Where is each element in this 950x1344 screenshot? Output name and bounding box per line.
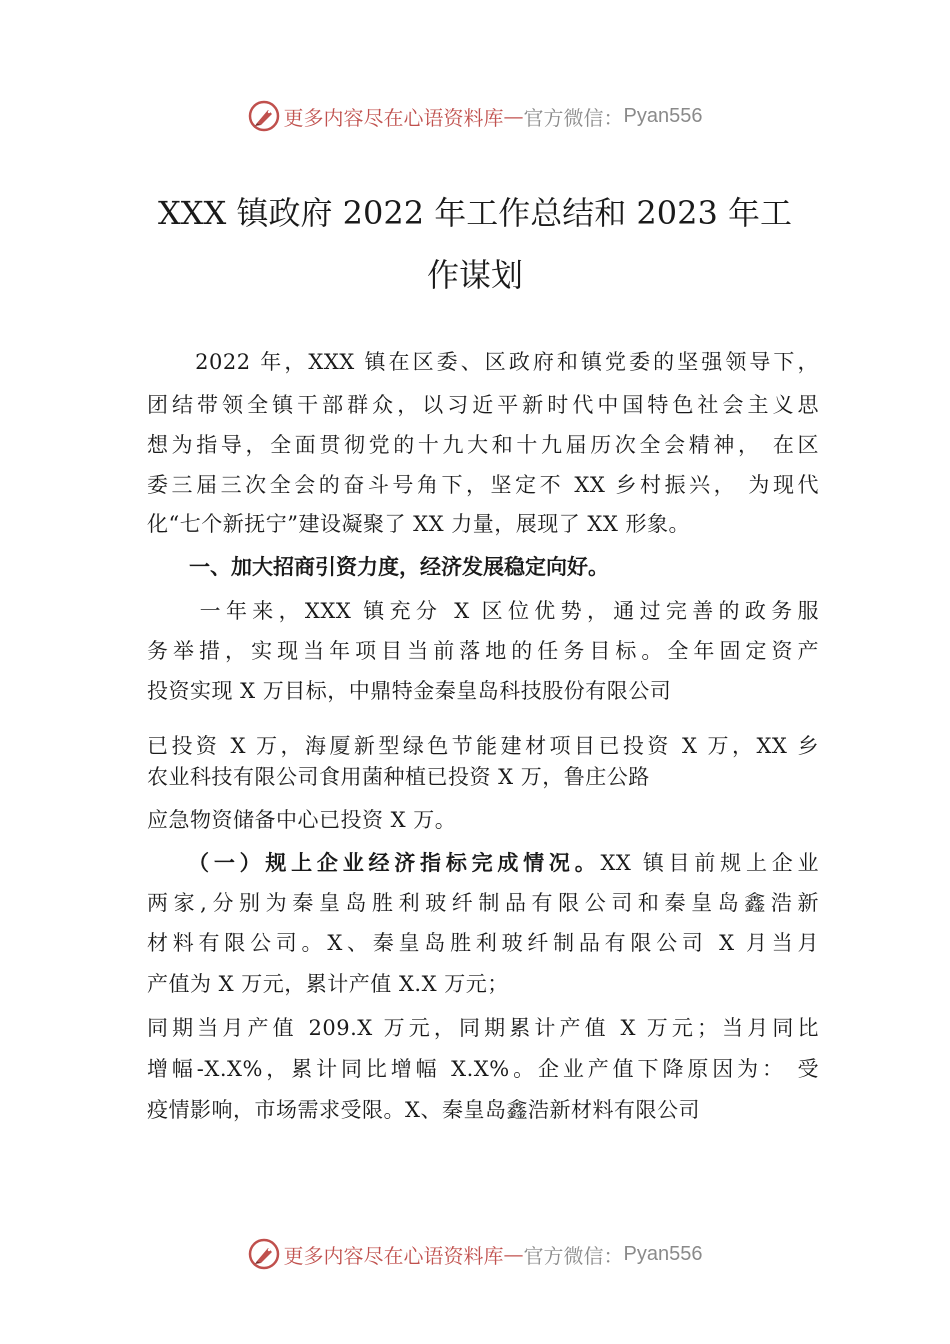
- banner-wechat-id: Pyan556: [623, 104, 703, 127]
- paragraph-3-line-2: 农业科技有限公司食用菌种植已投资 X 万，鲁庄公路: [147, 765, 650, 789]
- paragraph-3-line-3: 应急物资储备中心已投资 X 万。: [147, 808, 457, 832]
- banner-wechat-id: Pyan556: [623, 1242, 703, 1265]
- banner-main-text: 更多内容尽在心语资料库: [283, 1243, 504, 1268]
- paragraph-1-line-2: 团结带领全镇干部群众，以习近平新时代中国特色社会主义思: [147, 393, 819, 417]
- banner-separator: —: [503, 1242, 524, 1266]
- paragraph-2-line-3: 投资实现 X 万目标，中鼎特金秦皇岛科技股份有限公司: [147, 679, 672, 703]
- subsection-1-heading: （一）规上企业经济指标完成情况。: [147, 851, 601, 875]
- pen-nib-logo-icon: [248, 100, 280, 132]
- paragraph-4-line-2: 材料有限公司。X、秦皇岛胜利玻纤制品有限公司 X 月当月: [147, 931, 819, 955]
- banner-main-text: 更多内容尽在心语资料库: [283, 105, 504, 130]
- paragraph-3-line-1: 已投资 X 万，海厦新型绿色节能建材项目已投资 X 万，XX 乡: [147, 734, 819, 758]
- pen-nib-logo-icon: [248, 1238, 280, 1270]
- section-heading-1: 一、加大招商引资力度，经济发展稳定向好。: [147, 555, 609, 579]
- paragraph-1-line-1: 2022 年，XXX 镇在区委、区政府和镇党委的坚强领导下，: [147, 350, 819, 374]
- document-title-line-2: 作谋划: [426, 256, 523, 294]
- paragraph-4-line-1: 两家,分别为秦皇岛胜利玻纤制品有限公司和秦皇岛鑫浩新: [147, 891, 819, 915]
- banner-wechat-label: 官方微信：: [523, 1243, 624, 1268]
- header-banner: [0, 96, 950, 136]
- paragraph-2-line-1: 一年来，XXX 镇充分 X 区位优势，通过完善的政务服: [147, 599, 819, 623]
- banner-wechat-label: 官方微信：: [523, 105, 624, 130]
- paragraph-5-line-2: 增幅-X.X%，累计同比增幅 X.X%。企业产值下降原因为： 受: [147, 1057, 819, 1081]
- paragraph-1-line-3: 想为指导，全面贯彻党的十九大和十九届历次全会精神， 在区: [147, 433, 819, 457]
- subsection-1-line-1: [147, 849, 819, 877]
- paragraph-1-line-5: 化“七个新抚宁”建设凝聚了 XX 力量，展现了 XX 形象。: [147, 512, 690, 536]
- paragraph-5-line-1: 同期当月产值 209.X 万元，同期累计产值 X 万元；当月同比: [147, 1016, 819, 1040]
- paragraph-4-line-3: 产值为 X 万元，累计产值 X.X 万元；: [147, 972, 509, 996]
- document-title-line-1: XXX 镇政府 2022 年工作总结和 2023 年工: [157, 194, 793, 232]
- footer-banner: [0, 1234, 950, 1274]
- paragraph-5-line-3: 疫情影响，市场需求受限。X、秦皇岛鑫浩新材料有限公司: [147, 1098, 700, 1122]
- banner-separator: —: [503, 104, 524, 128]
- paragraph-1-line-4: 委三届三次全会的奋斗号角下，坚定不 XX 乡村振兴， 为现代: [147, 473, 819, 497]
- subsection-1-intro: XX 镇目前规上企业: [600, 851, 819, 875]
- paragraph-2-line-2: 务举措，实现当年项目当前落地的任务目标。全年固定资产: [147, 639, 819, 663]
